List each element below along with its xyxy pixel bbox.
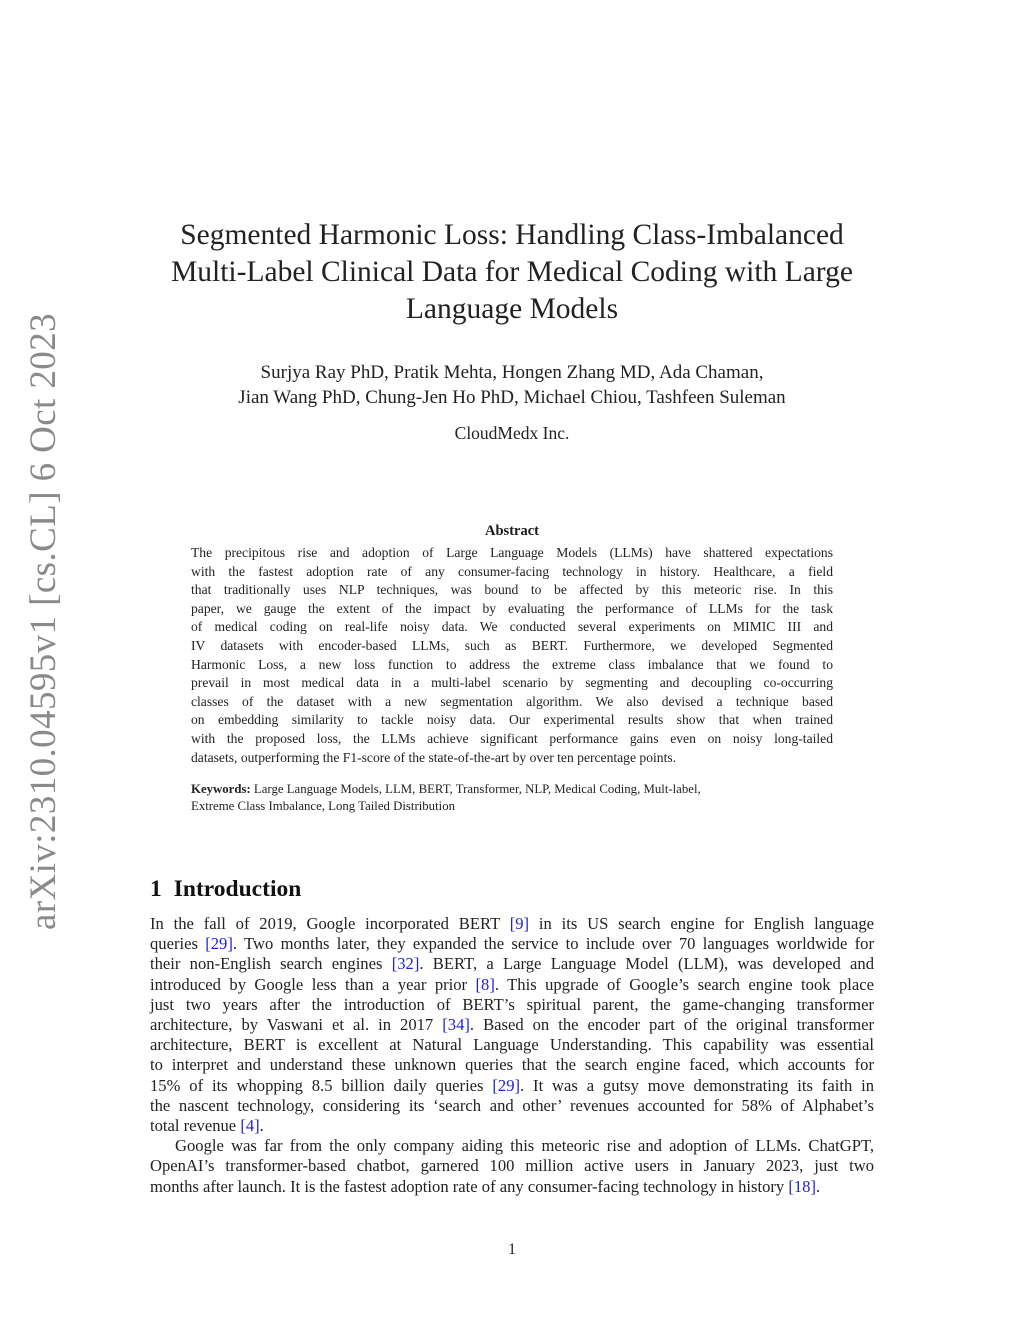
body-line: just two years after the introduction of BERT’s spiritual parent, the game-changing transformer (150, 994, 874, 1014)
body-text-span: . It was a gutsy move demonstrating its faith in (520, 1075, 875, 1095)
title-line: Language Models (405, 293, 619, 325)
abstract-line: The precipitous rise and adoption of Large Language Models (LLMs) have shattered expectations (191, 545, 833, 560)
keywords-text: Large Language Models, LLM, BERT, Transformer, NLP, Medical Coding, Mult-label, (253, 782, 701, 796)
body-text-span: their non-English search engines (150, 954, 392, 974)
abstract-line: of medical coding on real-life noisy data. We conducted several experiments on MIMIC III and (191, 619, 833, 635)
title-line: Segmented Harmonic Loss: Handling Class-Imbalanced (180, 219, 844, 251)
body-text-span: queries (150, 934, 206, 954)
body-text-span: In the fall of 2019, Google incorporated BERT (150, 914, 510, 933)
body-line (150, 1015, 874, 1035)
affiliation: CloudMedx Inc. (454, 423, 570, 443)
abstract-heading: Abstract (485, 523, 539, 539)
citation-link[interactable]: [32] (391, 954, 420, 974)
body-text-span: 15% of its whopping 8.5 billion daily queries (150, 1075, 493, 1095)
section-heading-introduction (150, 874, 301, 904)
section-title: Introduction (173, 876, 302, 902)
citation-link[interactable]: [8] (475, 974, 495, 994)
citation-link[interactable]: [18] (788, 1176, 817, 1196)
author-line: Jian Wang PhD, Chung-Jen Ho PhD, Michael Chiou, Tashfeen Suleman (238, 387, 786, 408)
body-text-span: . Based on the encoder part of the original transformer (469, 1015, 874, 1035)
arxiv-identifier-stamp: arXiv:2310.04595v1 [cs.CL] 6 Oct 2023 (23, 313, 64, 930)
body-line: OpenAI’s transformer-based chatbot, garnered 100 million active users in January 2023, just two (150, 1156, 874, 1176)
body-line (150, 1177, 874, 1197)
body-text-span: months after launch. It is the fastest adoption rate of any consumer-facing technology in history (150, 1176, 789, 1196)
body-text-span: . BERT, a Large Language Model (LLM), was developed and (419, 954, 874, 974)
introduction-body (150, 914, 874, 1197)
body-text-span: . (816, 1176, 821, 1196)
abstract-line: datasets, outperforming the F1-score of the state-of-the-art by over ten percentage points. (191, 749, 677, 765)
citation-link[interactable]: [34] (442, 1015, 470, 1035)
page-number: 1 (508, 1241, 516, 1258)
keywords-line: Extreme Class Imbalance, Long Tailed Distribution (191, 798, 455, 813)
body-line: the nascent technology, considering its ‘search and other’ revenues accounted for 58% of Alphabet’s (150, 1095, 874, 1115)
citation-link[interactable]: [9] (509, 914, 530, 933)
abstract-line: with the proposed loss, the LLMs achieve significant performance gains even on noisy long-tailed (191, 730, 833, 746)
body-line (150, 914, 874, 934)
body-text-span: introduced by Google less than a year prior (150, 974, 476, 994)
title-line: Multi-Label Clinical Data for Medical Coding with Large (171, 256, 853, 288)
citation-link[interactable]: [29] (492, 1075, 521, 1095)
author-list (150, 360, 874, 410)
body-line (150, 954, 874, 974)
paper-title (150, 217, 874, 328)
body-line (150, 934, 874, 954)
abstract-body (191, 544, 833, 767)
body-text-span: architecture, by Vaswani et al. in 2017 (150, 1015, 443, 1035)
body-text-span: in its US search engine for English language (529, 914, 874, 933)
abstract-line: on embedding similarity to tackle noisy data. Our experimental results show that when trained (191, 712, 833, 728)
body-line (150, 975, 874, 995)
body-line: Google was far from the only company aiding this meteoric rise and adoption of LLMs. ChatGPT, (175, 1136, 874, 1156)
body-line (150, 1116, 874, 1136)
abstract-line: IV datasets with encoder-based LLMs, such as BERT. Furthermore, we developed Segmented (191, 637, 833, 653)
abstract-line: paper, we gauge the extent of the impact by evaluating the performance of LLMs for the task (191, 600, 833, 616)
keywords-block (191, 781, 833, 814)
abstract-line: prevail in most medical data in a multi-label scenario by segmenting and decoupling co-occurring (191, 675, 833, 691)
body-line: architecture, BERT is excellent at Natural Language Understanding. This capability was essential (150, 1035, 874, 1055)
keywords-line (191, 781, 833, 798)
body-line (150, 1076, 874, 1096)
author-line: Surjya Ray PhD, Pratik Mehta, Hongen Zhang MD, Ada Chaman, (260, 362, 764, 383)
body-text-span: . (259, 1116, 264, 1136)
body-text-span: total revenue (150, 1116, 241, 1136)
abstract-line: with the fastest adoption rate of any consumer-facing technology in history. Healthcare, a field (191, 563, 833, 579)
section-number: 1 (150, 876, 162, 902)
citation-link[interactable]: [29] (205, 934, 233, 954)
body-line: to interpret and understand these unknown queries that the search engine faced, which accounts for (150, 1055, 874, 1075)
abstract-line: that traditionally uses NLP techniques, was bound to be affected by this meteoric rise. In this (191, 582, 833, 598)
keywords-label: Keywords: (191, 782, 251, 796)
citation-link[interactable]: [4] (240, 1116, 260, 1136)
body-text-span: . Two months later, they expanded the service to include over 70 languages worldwide for (232, 934, 874, 954)
abstract-line: classes of the dataset with a new segmentation algorithm. We also devised a technique based (191, 693, 833, 709)
abstract-line: Harmonic Loss, a new loss function to address the extreme class imbalance that we found to (191, 656, 833, 672)
body-text-span: . This upgrade of Google’s search engine took place (494, 974, 874, 994)
